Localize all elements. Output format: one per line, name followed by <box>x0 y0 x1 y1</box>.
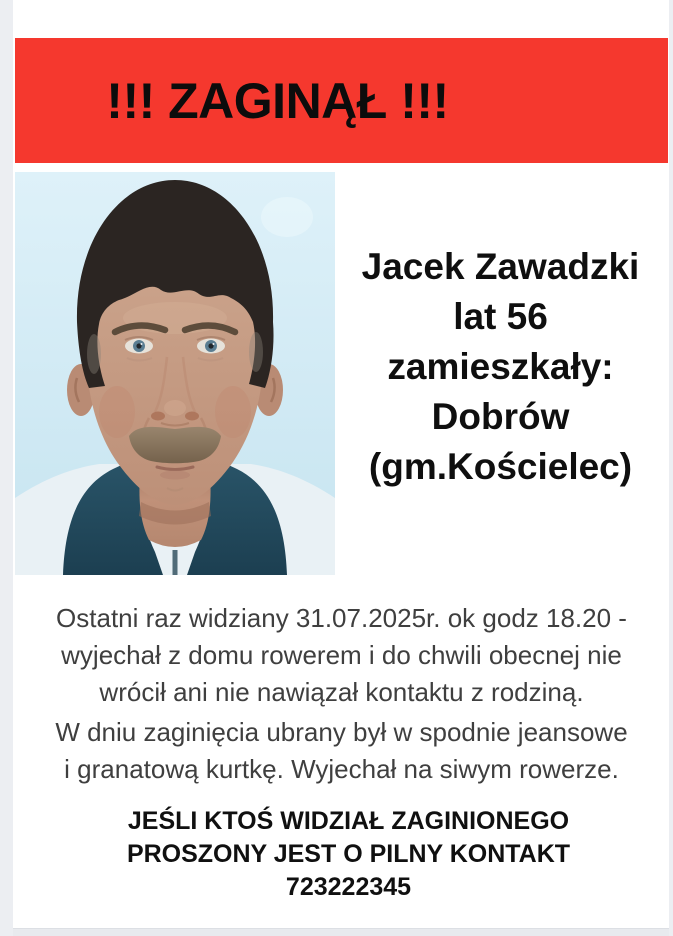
last-seen-line: wrócił ani nie nawiązał kontaktu z rodziną. <box>99 677 584 707</box>
poster-sheet <box>13 0 669 928</box>
residence-town: Dobrów <box>431 396 570 437</box>
contact-appeal-line: PROSZONY JEST O PILNY KONTAKT <box>126 840 571 868</box>
contact-phone-number: 723222345 <box>285 873 412 901</box>
residence-municipality: (gm.Kościelec) <box>368 446 633 487</box>
missing-person-photo <box>15 172 335 575</box>
last-seen-line: Ostatni raz widziany 31.07.2025r. ok godz 18.20 - <box>56 603 627 633</box>
person-age: lat 56 <box>453 296 548 337</box>
clothing-paragraph <box>15 714 668 788</box>
person-name: Jacek Zawadzki <box>361 246 640 287</box>
identity-block <box>333 242 668 492</box>
contact-block <box>22 805 673 904</box>
last-seen-line: wyjechał z domu rowerem i do chwili obecnej nie <box>61 640 622 670</box>
portrait-illustration <box>15 172 335 575</box>
last-seen-paragraph <box>15 600 668 711</box>
contact-appeal-line: JEŚLI KTOŚ WIDZIAŁ ZAGINIONEGO <box>127 807 570 835</box>
clothing-line: i granatową kurtkę. Wyjechał na siwym rowerze. <box>64 754 619 784</box>
page-bottom-edge <box>13 928 669 936</box>
poster-title: !!! ZAGINĄŁ !!! <box>106 72 449 129</box>
clothing-line: W dniu zaginięcia ubrany był w spodnie jeansowe <box>55 717 628 747</box>
residence-label: zamieszkały: <box>387 346 614 387</box>
alert-banner <box>15 38 668 163</box>
